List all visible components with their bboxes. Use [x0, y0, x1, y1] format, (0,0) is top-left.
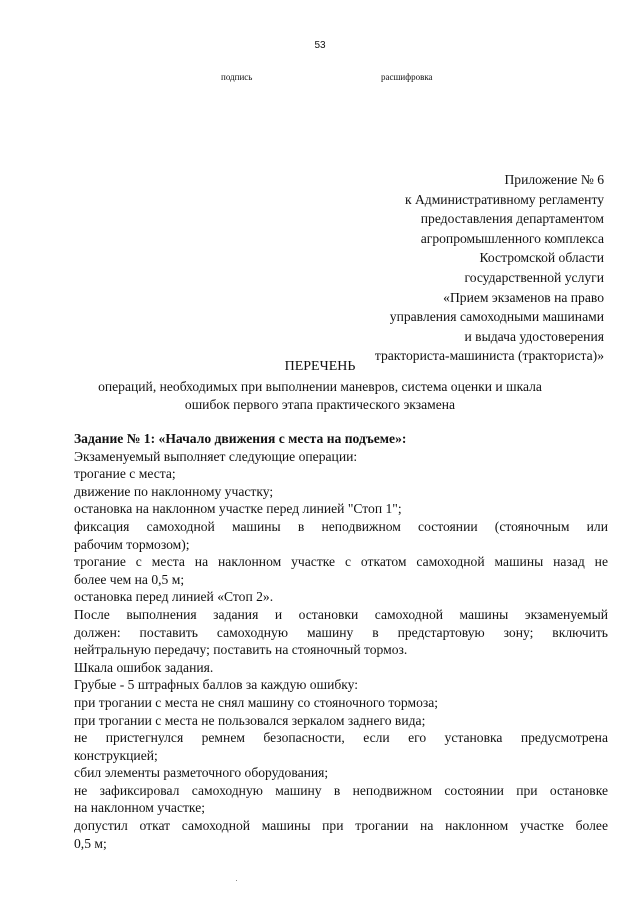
task-text-line: 0,5 м; — [74, 835, 107, 851]
task-text-line: трогание с места; — [74, 466, 176, 482]
appendix-line: и выдача удостоверения — [464, 328, 604, 344]
task-text-line: рабочим тормозом); — [74, 536, 190, 552]
task-title: Задание № 1: «Начало движения с места на подъеме»: — [74, 431, 407, 446]
task-text-line: на наклонном участке; — [74, 800, 206, 816]
task-text-line: конструкцией; — [74, 747, 158, 763]
task-text-line: более чем на 0,5 м; — [74, 571, 185, 587]
signature-label: подпись — [221, 72, 253, 82]
appendix-line: «Прием экзаменов на право — [443, 289, 604, 305]
signature-transcript-label: расшифровка — [381, 72, 433, 82]
task-text-line: нейтральную передачу; поставить на стояночный тормоз. — [74, 642, 408, 658]
appendix-line: государственной услуги — [464, 269, 604, 285]
task-text-line: не пристегнулся ремнем безопасности, если его установка предусмотрена — [74, 730, 608, 746]
document-title: ПЕРЕЧЕНЬ — [284, 359, 356, 374]
task-text-line: сбил элементы разметочного оборудования; — [74, 765, 329, 781]
task-section — [74, 430, 608, 852]
task-text-line: не зафиксировал самоходную машину в неподвижном состоянии при остановке — [74, 782, 608, 798]
document-subtitle-line-1: операций, необходимых при выполнении маневров, система оценки и шкала — [98, 379, 542, 394]
document-subtitle-line-2: ошибок первого этапа практического экзамена — [184, 397, 456, 412]
task-text-line: должен: поставить самоходную машину в предстартовую зону; включить — [74, 624, 608, 640]
task-text-line: Шкала ошибок задания. — [74, 659, 214, 675]
appendix-header — [274, 170, 604, 366]
task-text-line: трогание с места на наклонном участке с откатом самоходной машины назад не — [74, 554, 608, 570]
task-text-line: движение по наклонному участку; — [74, 483, 274, 499]
task-text-line: Экзаменуемый выполняет следующие операции: — [74, 448, 358, 464]
appendix-line: тракториста-машиниста (тракториста)» — [374, 348, 604, 364]
appendix-line: к Административному регламенту — [404, 191, 604, 207]
document-heading — [0, 358, 640, 414]
page-number: 53 — [314, 40, 326, 51]
appendix-line: агропромышленного комплекса — [420, 230, 604, 246]
task-text-line: остановка на наклонном участке перед линией "Стоп 1"; — [74, 501, 402, 517]
task-text-line: фиксация самоходной машины в неподвижном состоянии (стояночным или — [74, 518, 608, 534]
appendix-line: предоставления департаментом — [420, 211, 604, 227]
task-text-line: Грубые - 5 штрафных баллов за каждую ошибку: — [74, 677, 359, 693]
appendix-line: управления самоходными машинами — [389, 309, 604, 325]
task-text-line: при трогании с места не пользовался зеркалом заднего вида; — [74, 712, 426, 728]
task-text-line: остановка перед линией «Стоп 2». — [74, 589, 274, 605]
appendix-line: Приложение № 6 — [504, 172, 604, 187]
task-text-line: После выполнения задания и остановки самоходной машины экзаменуемый — [74, 606, 608, 622]
scan-speck — [236, 880, 237, 881]
task-text-line: при трогании с места не снял машину со стояночного тормоза; — [74, 694, 439, 710]
appendix-line: Костромской области — [479, 250, 604, 266]
task-text-line: допустил откат самоходной машины при трогании на наклонном участке более — [74, 818, 608, 834]
